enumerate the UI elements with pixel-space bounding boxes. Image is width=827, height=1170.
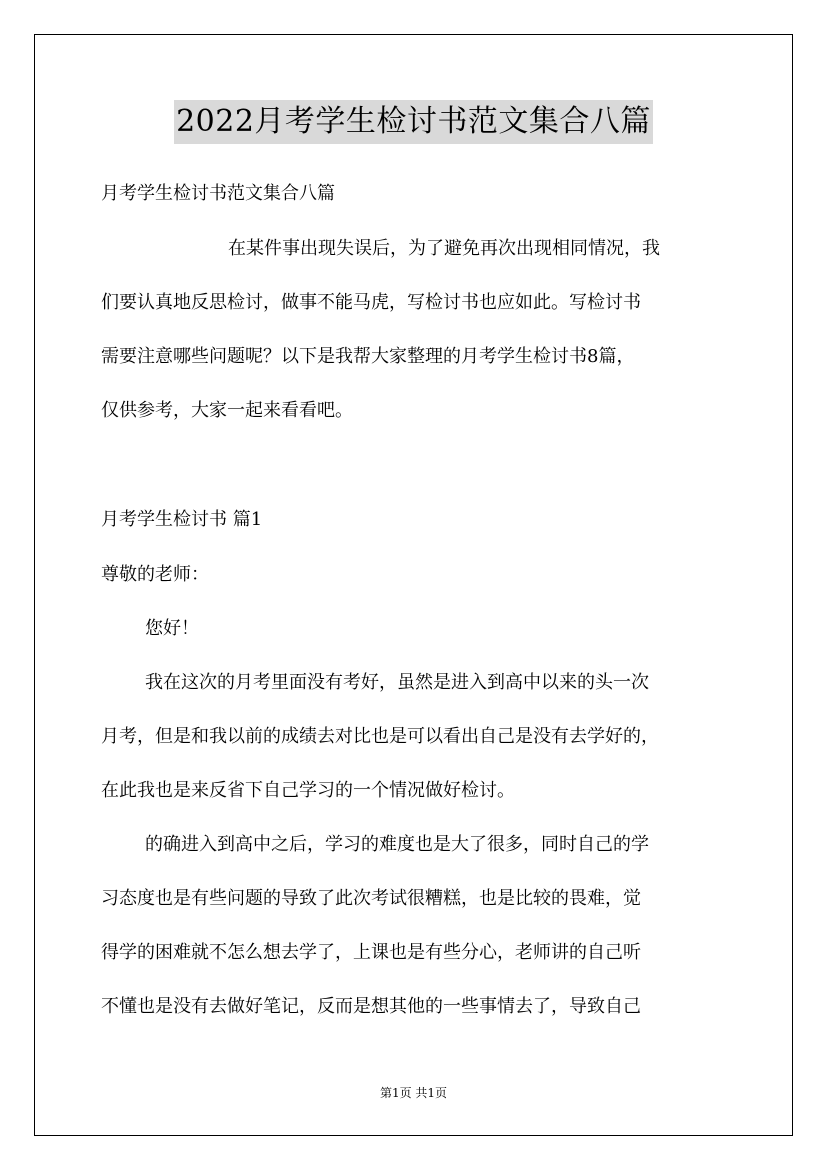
body-line-1: 我在这次的月考里面没有考好，虽然是进入到高中以来的头一次 <box>145 672 649 693</box>
subtitle-line: 月考学生检讨书范文集合八篇 <box>101 183 335 204</box>
body-line-3: 在此我也是来反省下自己学习的一个情况做好检讨。 <box>101 780 515 801</box>
section-heading: 月考学生检讨书 篇1 <box>101 509 263 530</box>
intro-line-2: 们要认真地反思检讨，做事不能马虎，写检讨书也应如此。写检讨书 <box>101 292 641 313</box>
greeting: 您好！ <box>145 618 199 639</box>
salutation: 尊敬的老师： <box>101 564 209 585</box>
intro-line-3: 需要注意哪些问题呢？以下是我帮大家整理的月考学生检讨书8篇， <box>101 346 635 367</box>
body-line-2: 月考，但是和我以前的成绩去对比也是可以看出自己是没有去学好的， <box>101 726 659 747</box>
page-footer: 第1页 共1页 <box>379 1086 448 1100</box>
body-line-4: 的确进入到高中之后，学习的难度也是大了很多，同时自己的学 <box>145 834 649 855</box>
title-container <box>0 100 827 144</box>
body-line-6: 得学的困难就不怎么想去学了，上课也是有些分心，老师讲的自己听 <box>101 942 641 963</box>
body-line-7: 不懂也是没有去做好笔记，反而是想其他的一些事情去了，导致自己 <box>101 996 641 1017</box>
document-title: 2022月考学生检讨书范文集合八篇 <box>174 100 653 144</box>
intro-line-1: 在某件事出现失误后，为了避免再次出现相同情况，我 <box>228 238 660 259</box>
body-line-5: 习态度也是有些问题的导致了此次考试很糟糕，也是比较的畏难，觉 <box>101 888 641 909</box>
intro-line-4: 仅供参考，大家一起来看看吧。 <box>101 400 353 421</box>
